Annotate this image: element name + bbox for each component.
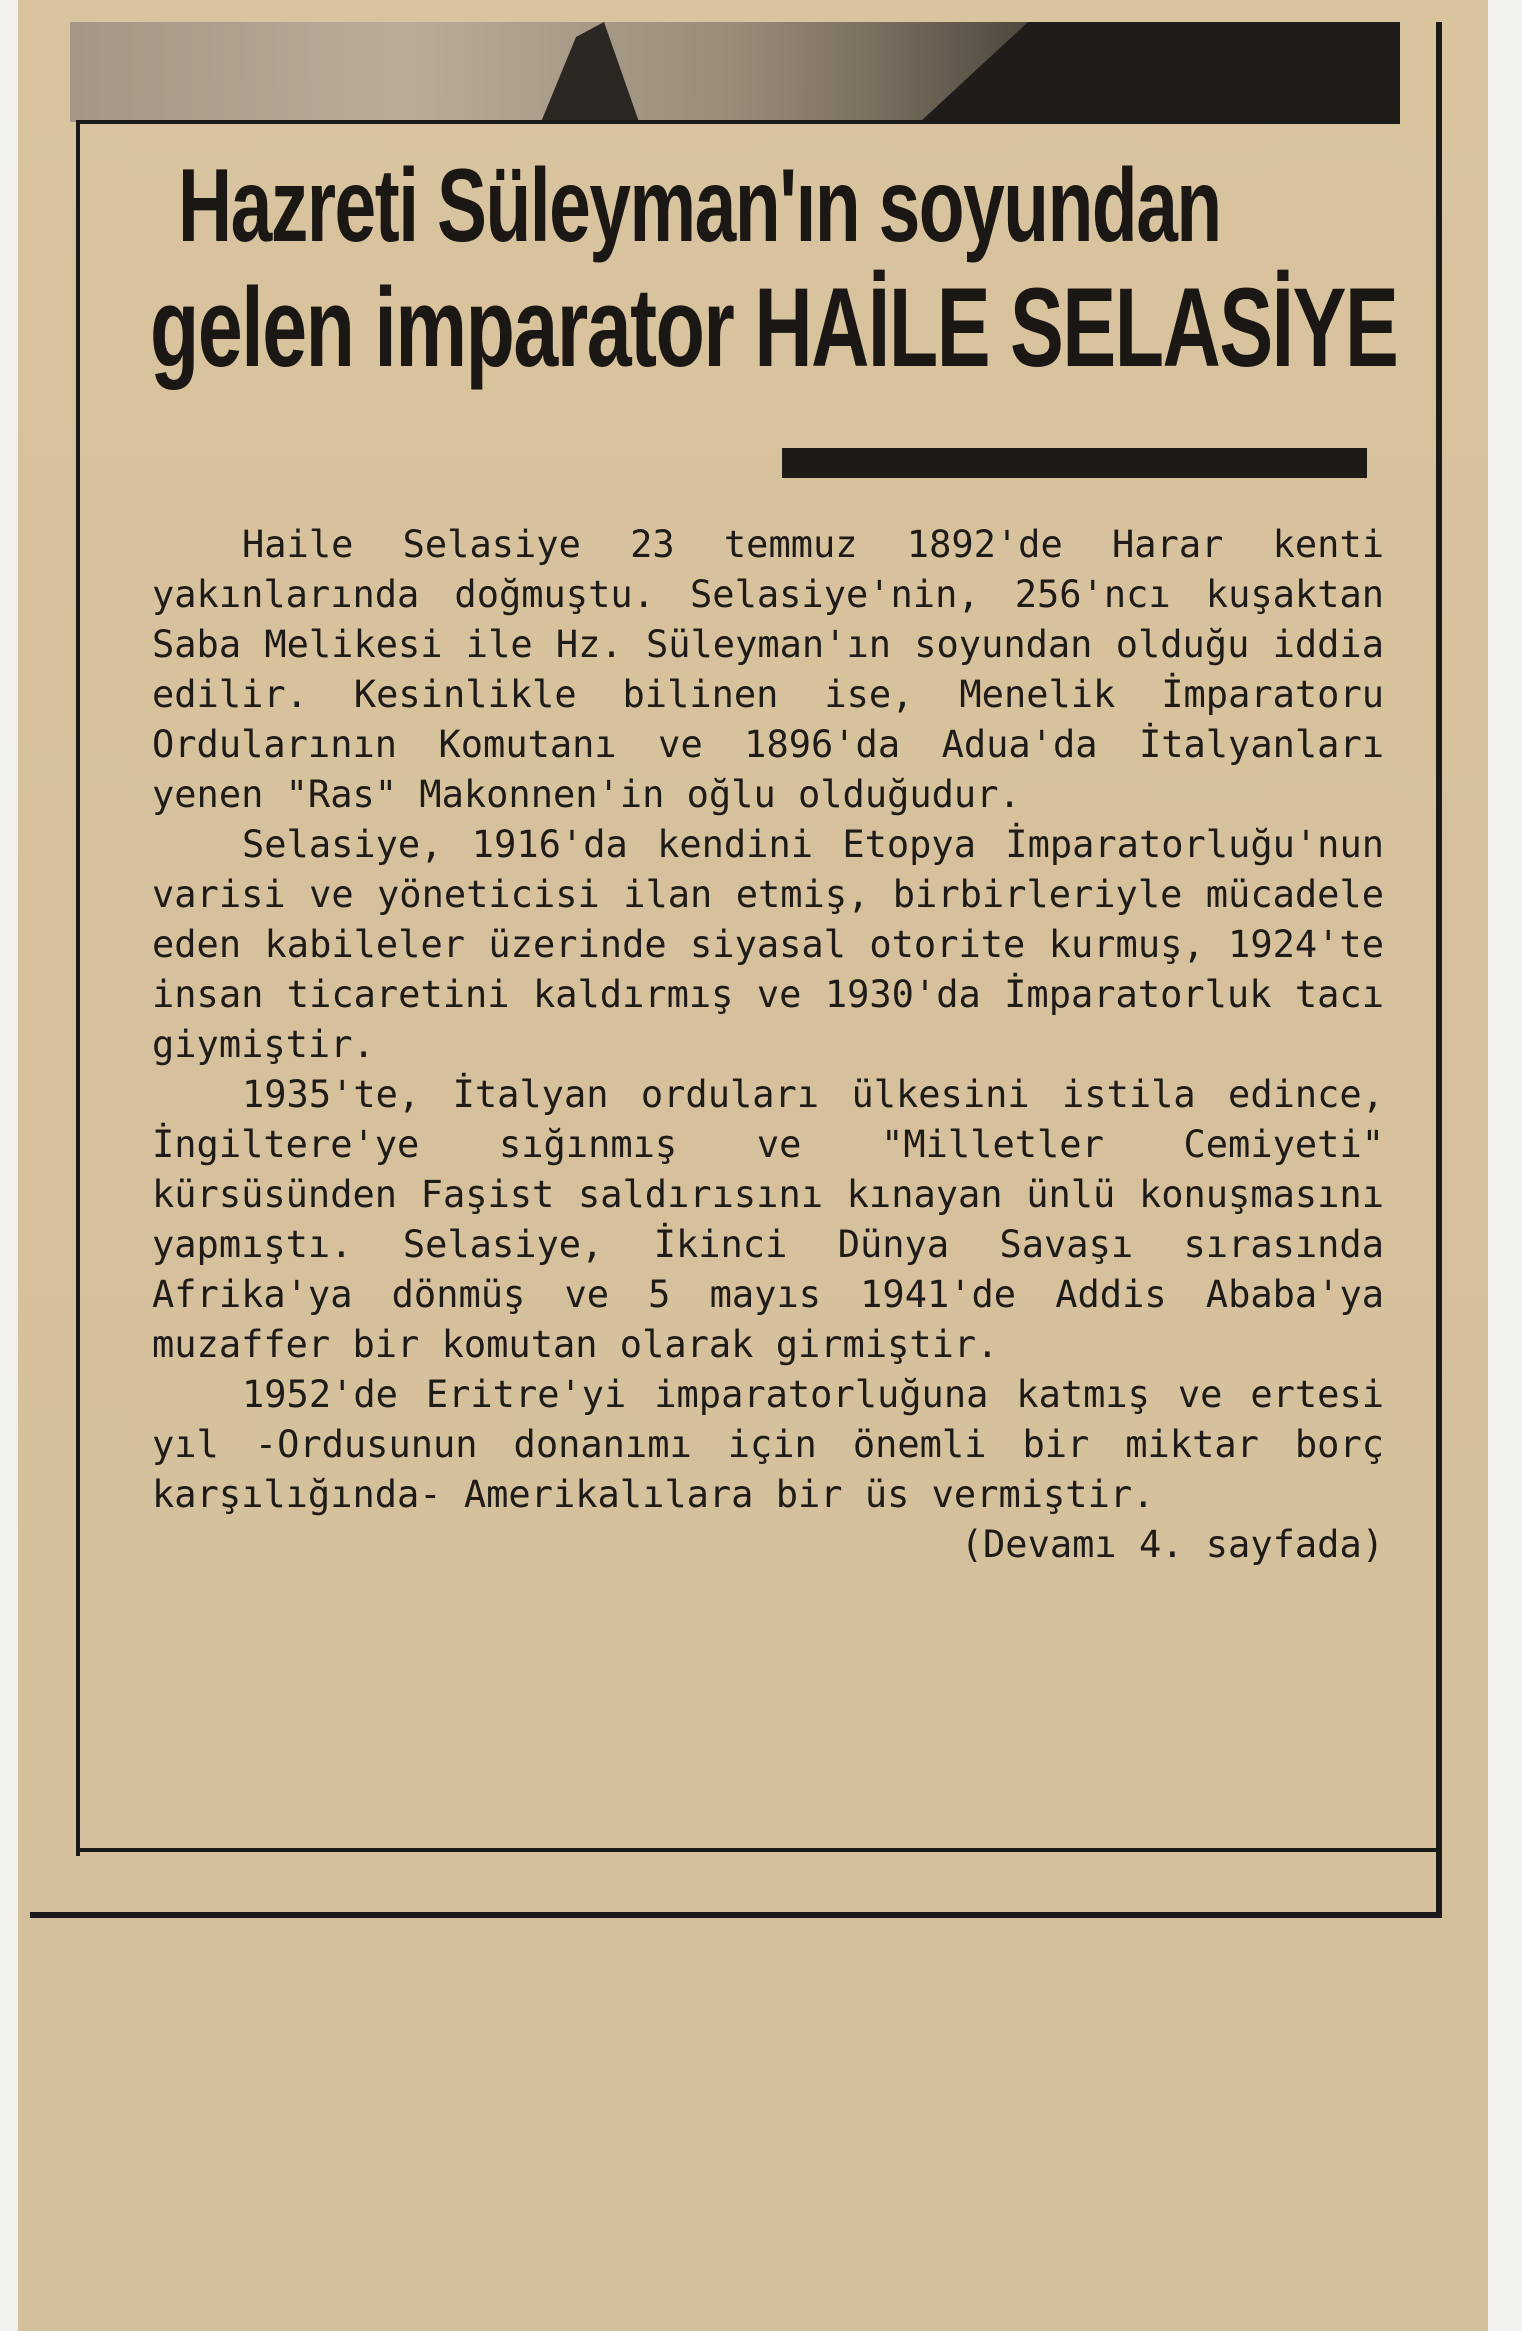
article-paragraph-2: Selasiye, 1916'da kendini Etopya İmparatorluğu'nun varisi ve yöneticisi ilan etmiş, birbirleriyle mücadele eden kabileler üzerinde siyasal otorite kurmuş, 1924'te insan ticaretini kaldırmış ve 1930'da İmparatorluk tacı giymiştir.: [152, 823, 1384, 1066]
article-bottom-rule: [80, 1848, 1436, 1852]
scan-right-margin: [1488, 0, 1522, 2331]
article-headline: [150, 148, 1398, 390]
article-frame-right-rule: [1436, 22, 1442, 1918]
article-paragraph-4: 1952'de Eritre'yi imparatorluğuna katmış ve ertesi yıl -Ordusunun donanımı için önemli bir miktar borç karşılığında- Amerikalılara bir üs vermiştir.: [152, 1373, 1384, 1516]
continued-note: (Devamı 4. sayfada): [960, 1523, 1384, 1566]
headline-underline-bar: [782, 448, 1367, 478]
headline-line-2: gelen imparator HAİLE SELASİYE: [150, 265, 1398, 390]
page-bottom-rule: [30, 1912, 1442, 1918]
scan-left-margin: [0, 0, 18, 2331]
article-paragraph-1: Haile Selasiye 23 temmuz 1892'de Harar kenti yakınlarında doğmuştu. Selasiye'nin, 256'ncı kuşaktan Saba Melikesi ile Hz. Süleyman'ın soyundan olduğu iddia edilir. Kesinlikle bilinen ise, Menelik İmparatoru Ordularının Komutanı ve 1896'da Adua'da İtalyanları yenen "Ras" Makonnen'in oğlu olduğudur.: [152, 523, 1384, 816]
article-paragraph-3: 1935'te, İtalyan orduları ülkesini istila edince, İngiltere'ye sığınmış ve "Milletler Cemiyeti" kürsüsünden Faşist saldırısını kınayan ünlü konuşmasını yapmıştı. Selasiye, İkinci Dünya Savaşı sırasında Afrika'ya dönmüş ve 5 mayıs 1941'de Addis Ababa'ya muzaffer bir komutan olarak girmiştir.: [152, 1073, 1384, 1366]
article-body: [152, 520, 1384, 1570]
continued-row: [152, 1520, 1384, 1570]
headline-line-1: Hazreti Süleyman'ın soyundan: [178, 148, 1221, 264]
